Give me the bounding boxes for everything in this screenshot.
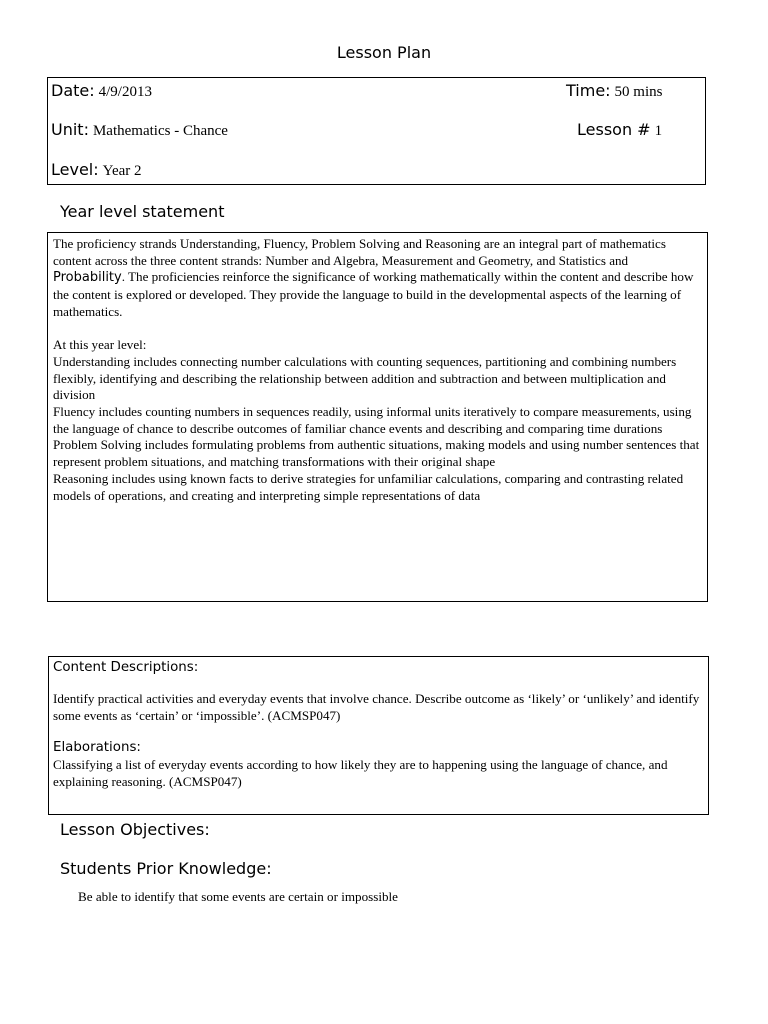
elaborations-gap	[53, 724, 704, 739]
content-descriptions-box	[48, 656, 709, 815]
level-row	[51, 160, 142, 180]
fluency-text: Fluency includes counting numbers in sequences readily, using informal units iteratively to compare measurements, using the language of chance to describe outcomes of familiar chance events and describing and comparing time durations	[53, 404, 692, 436]
problem-solving-text: Problem Solving includes formulating problems from authentic situations, making models and using number sentences that represent problem situations, and matching transformations with their original shape	[53, 437, 700, 470]
lesson-number-label: Lesson #	[577, 120, 651, 139]
lesson-number-value: 1	[654, 123, 663, 139]
statement-intro	[53, 236, 702, 321]
document-title: Lesson Plan	[336, 43, 432, 62]
time-row	[566, 81, 662, 101]
level-value: Year 2	[102, 163, 142, 179]
prior-knowledge-heading: Students Prior Knowledge:	[60, 859, 272, 878]
paragraph-gap	[53, 321, 702, 338]
elaborations-label: Elaborations:	[53, 740, 141, 756]
statement-intro-after: . The proficiencies reinforce the significance of working mathematically within the content and describe how the content is explored or developed. They provide the language to build in the developmental aspects of the learning of mathematics.	[53, 269, 694, 319]
lesson-header-box	[47, 77, 706, 185]
lesson-number-row	[577, 120, 662, 140]
statement-intro-highlight: Probability	[53, 270, 122, 286]
content-descriptions-label: Content Descriptions:	[53, 660, 199, 675]
date-row	[51, 81, 152, 101]
understanding-text: Understanding includes connecting number calculations with counting sequences, partitioning and combining numbers flexibly, identifying and describing the relationship between addition and subtraction and between multiplication and division	[53, 353, 677, 403]
lesson-objectives-heading: Lesson Objectives:	[60, 820, 210, 839]
reasoning-text: Reasoning includes using known facts to derive strategies for unfamiliar calculations, comparing and contrasting related models of operations, and creating and interpreting simple representations of data	[53, 470, 684, 503]
time-value: 50 mins	[614, 84, 663, 100]
unit-value: Mathematics - Chance	[92, 123, 228, 139]
content-gap	[53, 677, 704, 691]
prior-knowledge-text: Be able to identify that some events are certain or impossible	[78, 889, 398, 904]
year-level-statement-box	[47, 232, 708, 602]
time-label: Time:	[566, 81, 611, 100]
date-label: Date:	[51, 81, 95, 100]
statement-intro-before: The proficiency strands Understanding, Fluency, Problem Solving and Reasoning are an integral part of mathematics content across the three content strands: Number and Algebra, Measurement and Geometry, and Statistics and	[53, 236, 666, 268]
unit-row	[51, 120, 228, 140]
level-label: Level:	[51, 160, 99, 179]
elaborations-text: Classifying a list of everyday events according to how likely they are to happening using the language of chance, and explaining reasoning. (ACMSP047)	[53, 757, 668, 790]
date-value: 4/9/2013	[98, 84, 152, 100]
content-descriptions-text: Identify practical activities and everyday events that involve chance. Describe outcome as ‘likely’ or ‘unlikely’ and identify some events as ‘certain’ or ‘impossible’. (ACMSP047)	[53, 691, 700, 723]
year-level-heading: Year level statement	[60, 202, 225, 221]
unit-label: Unit:	[51, 120, 89, 139]
at-year-level-text: At this year level:	[53, 337, 147, 353]
